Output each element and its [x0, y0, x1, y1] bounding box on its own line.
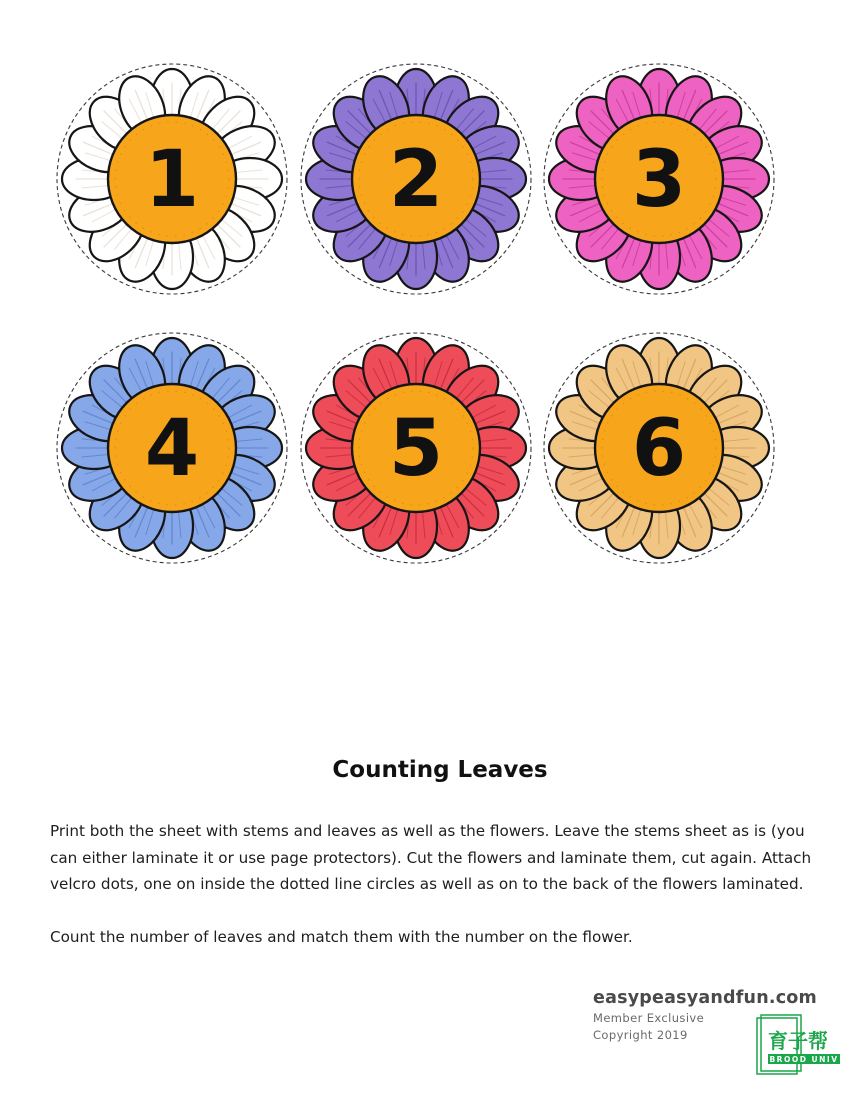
flower-number: 4 [144, 404, 200, 494]
brand-copyright: Copyright 2019 [593, 1028, 688, 1042]
flower-drawing [541, 330, 777, 566]
instruction-paragraph: Count the number of leaves and match them with the number on the flower. [50, 927, 633, 946]
flower-number: 6 [631, 404, 687, 494]
flower-number: 3 [631, 135, 687, 225]
flower-number: 1 [144, 135, 200, 225]
flower-drawing [54, 330, 290, 566]
flower-drawing [541, 61, 777, 297]
flower-number: 5 [388, 404, 444, 494]
brood-univ-stamp-logo [756, 1014, 842, 1076]
flower-drawing [54, 61, 290, 297]
flower-drawing [298, 61, 534, 297]
flower-2 [298, 61, 534, 297]
page-title: Counting Leaves [332, 757, 548, 783]
flower-3 [541, 61, 777, 297]
svg-text:育子帮: 育子帮 [768, 1029, 828, 1053]
svg-text:BROOD UNIV: BROOD UNIV [769, 1055, 839, 1064]
flower-drawing [298, 330, 534, 566]
brand-member: Member Exclusive [593, 1011, 705, 1025]
stamp-logo-icon [756, 1014, 842, 1076]
flower-number: 2 [388, 135, 444, 225]
instruction-paragraph: Print both the sheet with stems and leaves as well as the flowers. Leave the stems sheet as is (you can either laminate it or use page protectors). Cut the flowers and laminate them, cut again. Attach velcro dots, one on inside the dotted line circles as well as on to the back of the flowers laminated. [50, 822, 812, 894]
flower-4 [54, 330, 290, 566]
brand-site: easypeasyandfun.com [593, 988, 817, 1008]
flower-6 [541, 330, 777, 566]
flower-1 [54, 61, 290, 297]
flower-5 [298, 330, 534, 566]
instructions [50, 818, 825, 950]
